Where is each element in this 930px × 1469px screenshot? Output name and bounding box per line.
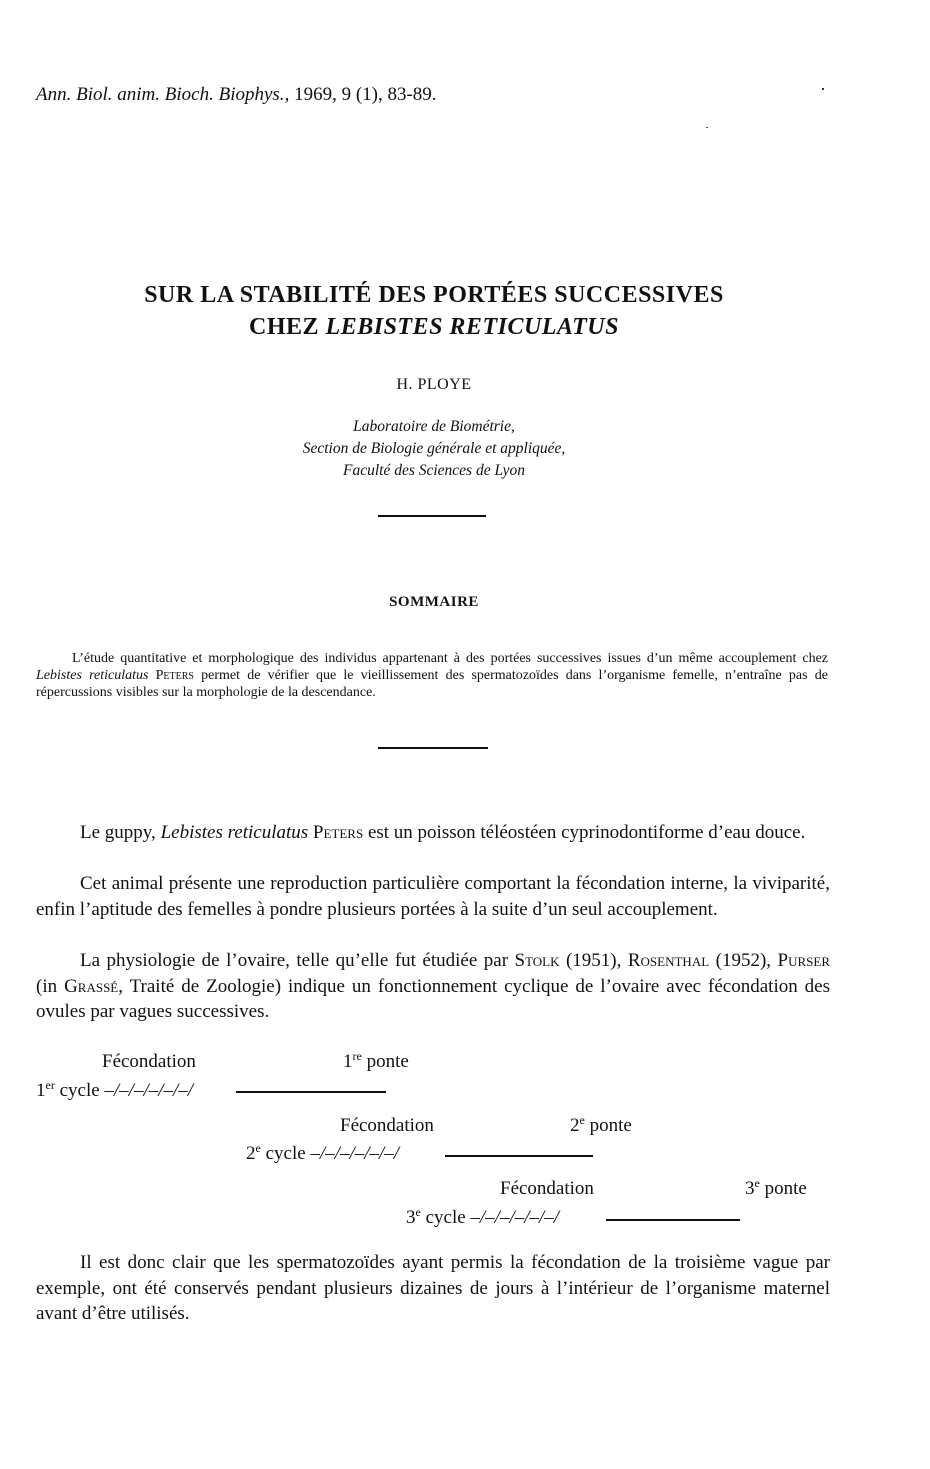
author-name: H. PLOYE [396,376,472,393]
scheme-fecondation-1: Fécondation [102,1051,196,1072]
text-run: (1952), [709,950,778,971]
text-run: Cet animal présente une reproduction particulière comportant la fécondation interne, la viviparité, enfin l’aptitude des femelles à pondre plusieurs portées à la suite d’un seul accouplement. [36,873,830,920]
text-run: Il est donc clair que les spermatozoïdes ayant permis la fécondation de la troisième vague par exemple, ont été conservés pendant plusieurs dizaines de jours à l’intérieur de l’organisme maternel avant d’être utilisés. [36,1252,830,1324]
cycle-suffix: e [255,1141,261,1155]
scheme-ponte-3 [745,1178,807,1200]
ponte-number: 3 [745,1178,755,1199]
text-run: Le guppy, [80,822,161,843]
body-paragraph-3 [36,948,830,1025]
affiliation-line-1: Laboratoire de Biométrie, [353,418,515,435]
scan-speck [822,88,824,90]
scheme-cycle-1 [36,1080,193,1102]
cycle-3-line [606,1219,740,1221]
scheme-ponte-2 [570,1115,632,1137]
scheme-fecondation-2: Fécondation [340,1115,434,1136]
citation-details: , 1969, 9 (1), 83-89. [284,84,437,105]
abstract-species-author: Peters [155,668,194,683]
ponte-suffix: re [352,1049,362,1063]
ponte-number: 2 [570,1115,580,1136]
ponte-label: ponte [361,1051,409,1072]
scheme-ponte-1 [343,1051,409,1073]
cycle-2-line [445,1155,593,1157]
scheme-cycle-3 [406,1207,559,1229]
cited-author: Grassé [64,975,119,997]
abstract-part: permet de vérifier que le vieillissement des spermatozoïdes dans l’organisme femelle, n’entraîne pas de répercussions visibles sur la morphologie de la descendance. [36,668,828,700]
abstract-part: L’étude quantitative et morphologique des individus appartenant à des portées successives issues d’un même accouplement chez [72,651,828,666]
separator-rule [378,515,486,517]
abstract-species: Lebistes reticulatus [36,668,149,683]
cited-author: Purser [777,950,830,971]
abstract-heading: SOMMAIRE [389,594,479,610]
scan-speck [706,127,708,128]
body-paragraph-4 [36,1250,830,1327]
cycle-label: cycle [260,1143,306,1164]
cycle-label: cycle [54,1080,100,1101]
text-run: (in [36,975,65,997]
text-run: (1951), [559,950,628,971]
cycle-suffix: er [45,1078,55,1092]
cycle-label: cycle [420,1207,466,1228]
cited-author: Rosenthal [627,950,710,971]
cycle-number: 3 [406,1207,416,1228]
journal-citation [36,84,437,106]
affiliation-line-3: Faculté des Sciences de Lyon [342,462,526,479]
cycle-number: 1 [36,1080,46,1101]
affiliation-line-2: Section de Biologie générale et appliquée, [302,440,566,457]
abstract-text [36,650,828,701]
cycle-hatch: –/–/–/–/–/–/ [104,1080,194,1101]
species-name: Lebistes reticulatus [160,822,309,843]
text-run: est un poisson téléostéen cyprinodontiforme d’eau douce. [363,822,806,843]
ponte-suffix: e [579,1113,585,1127]
ponte-label: ponte [584,1115,632,1136]
title-species: LEBISTES RETICULATUS [325,314,619,340]
ponte-suffix: e [754,1176,760,1190]
cycle-hatch: –/–/–/–/–/–/ [470,1207,560,1228]
body-paragraph-2 [36,871,830,922]
body-paragraph-1 [36,820,830,846]
species-author: Peters [312,822,364,843]
scheme-cycle-2 [246,1143,399,1165]
article-title-line-1: SUR LA STABILITÉ DES PORTÉES SUCCESSIVES [144,282,724,308]
journal-name: Ann. Biol. anim. Bioch. Biophys. [36,84,285,105]
text-run: , Traité de Zoologie) indique un fonctionnement cyclique de l’ovaire avec fécondation des ovules par vagues successives. [36,975,830,1022]
cycle-number: 2 [246,1143,256,1164]
cycle-1-line [236,1091,386,1093]
title-prefix: CHEZ [249,314,326,340]
separator-rule [378,747,488,749]
cycle-hatch: –/–/–/–/–/–/ [310,1143,400,1164]
article-title-line-2 [0,314,868,341]
ponte-number: 1 [343,1051,353,1072]
scheme-fecondation-3: Fécondation [500,1178,594,1199]
cited-author: Stolk [514,950,560,971]
text-run: La physiologie de l’ovaire, telle qu’elle fut étudiée par [80,950,515,971]
cycle-suffix: e [415,1205,421,1219]
ponte-label: ponte [759,1178,807,1199]
